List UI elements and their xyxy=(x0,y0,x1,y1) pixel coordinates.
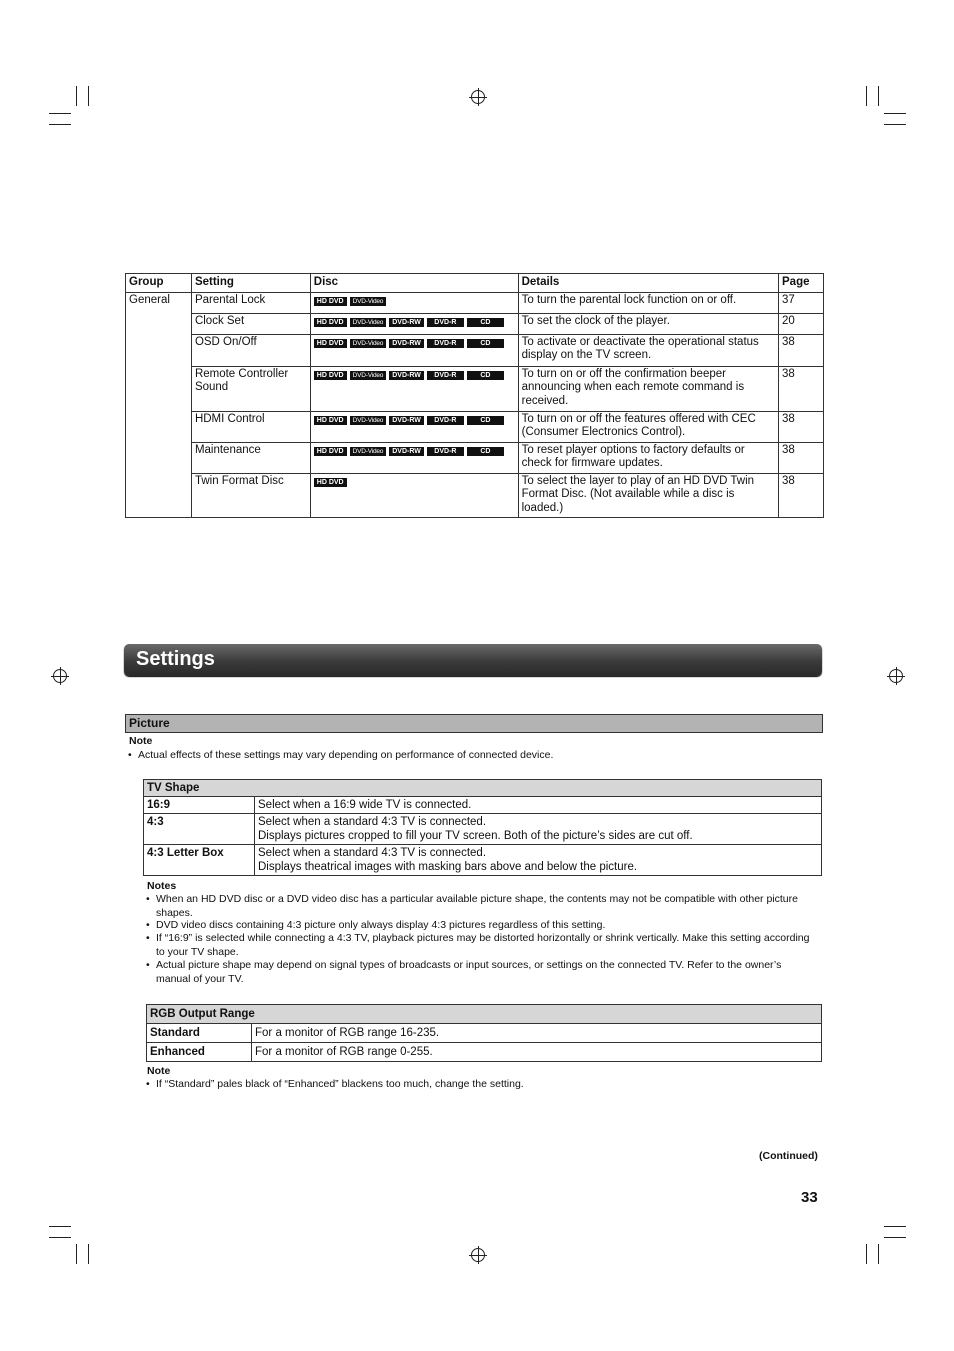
crop-mark xyxy=(49,124,71,125)
table-header-row xyxy=(126,274,824,293)
table-row xyxy=(126,334,824,366)
disc-badge-icon: DVD-Video xyxy=(350,297,387,306)
disc-cell xyxy=(310,334,518,366)
column-header-details: Details xyxy=(518,274,778,293)
section-title: Settings xyxy=(136,648,215,670)
setting-cell: Twin Format Disc xyxy=(191,473,310,518)
group-cell: General xyxy=(126,292,192,518)
details-cell: To turn on or off the features offered with CEC (Consumer Electronics Control). xyxy=(518,411,778,442)
disc-badge-icon: HD DVD xyxy=(314,478,347,487)
setting-cell: Remote Controller Sound xyxy=(191,366,310,411)
crop-mark xyxy=(884,113,906,114)
general-settings-table xyxy=(125,273,824,518)
disc-badge-icon: CD xyxy=(467,339,504,348)
disc-cell xyxy=(310,313,518,334)
disc-badge-icon: HD DVD xyxy=(314,447,347,456)
disc-badge-icon: DVD-RW xyxy=(389,371,424,380)
crop-mark xyxy=(884,1226,906,1227)
disc-badge-icon: DVD-R xyxy=(427,339,464,348)
crop-mark xyxy=(866,1244,867,1264)
table-row xyxy=(126,366,824,411)
disc-badge-icon: DVD-R xyxy=(427,447,464,456)
disc-badge-icon: HD DVD xyxy=(314,416,347,425)
registration-mark-icon xyxy=(53,669,67,683)
setting-cell: Maintenance xyxy=(191,442,310,473)
table-row xyxy=(144,814,822,845)
option-description: Select when a standard 4:3 TV is connected. Displays theatrical images with masking bars above and below the picture. xyxy=(255,845,822,876)
setting-cell: HDMI Control xyxy=(191,411,310,442)
disc-cell xyxy=(310,366,518,411)
page-cell: 37 xyxy=(779,292,824,313)
subsection-title: Picture xyxy=(129,716,170,730)
note-item: • When an HD DVD disc or a DVD video disc has a particular available picture shape, the contents may not be compatible with other picture shapes. xyxy=(146,893,816,920)
continued-label: (Continued) xyxy=(759,1150,818,1162)
crop-mark xyxy=(49,1237,71,1238)
note-item: • Actual picture shape may depend on signal types of broadcasts or input sources, or settings on the connected TV. Refer to the owner’s manual of your TV. xyxy=(146,959,816,986)
crop-mark xyxy=(878,1244,879,1264)
crop-mark xyxy=(76,1244,77,1264)
page-cell: 38 xyxy=(779,473,824,518)
crop-mark xyxy=(88,1244,89,1264)
setting-cell: Parental Lock xyxy=(191,292,310,313)
option-key: Standard xyxy=(147,1024,252,1043)
page-cell: 38 xyxy=(779,334,824,366)
column-header-page: Page xyxy=(779,274,824,293)
page-cell: 38 xyxy=(779,442,824,473)
table-row xyxy=(147,1024,822,1043)
disc-badge-icon: HD DVD xyxy=(314,371,347,380)
disc-badge-icon: DVD-RW xyxy=(389,318,424,327)
disc-cell xyxy=(310,473,518,518)
table-row xyxy=(126,411,824,442)
registration-mark-icon xyxy=(471,90,485,104)
column-header-disc: Disc xyxy=(310,274,518,293)
disc-badge-icon: DVD-Video xyxy=(350,339,387,348)
table-row xyxy=(126,442,824,473)
crop-mark xyxy=(884,124,906,125)
option-description: For a monitor of RGB range 0-255. xyxy=(252,1043,822,1062)
crop-mark xyxy=(49,1226,71,1227)
details-cell: To turn the parental lock function on or off. xyxy=(518,292,778,313)
tv-shape-table xyxy=(143,779,822,876)
disc-badge-icon: DVD-R xyxy=(427,416,464,425)
disc-badge-icon: DVD-Video xyxy=(350,318,387,327)
page-cell: 38 xyxy=(779,366,824,411)
details-cell: To reset player options to factory defaults or check for firmware updates. xyxy=(518,442,778,473)
option-key: 16:9 xyxy=(144,797,255,814)
crop-mark xyxy=(88,86,89,106)
disc-badge-icon: DVD-Video xyxy=(350,371,387,380)
table-row xyxy=(126,313,824,334)
details-cell: To set the clock of the player. xyxy=(518,313,778,334)
option-key: Enhanced xyxy=(147,1043,252,1062)
rgb-output-range-table xyxy=(146,1004,822,1062)
notes-heading: Notes xyxy=(147,880,177,892)
note-item: • DVD video discs containing 4:3 picture only always display 4:3 pictures regardless of this setting. xyxy=(146,919,816,933)
option-key: 4:3 xyxy=(144,814,255,845)
table-row xyxy=(144,845,822,876)
registration-mark-icon xyxy=(471,1248,485,1262)
disc-badge-icon: DVD-RW xyxy=(389,416,424,425)
disc-badge-icon: DVD-RW xyxy=(389,339,424,348)
setting-cell: OSD On/Off xyxy=(191,334,310,366)
crop-mark xyxy=(49,113,71,114)
setting-cell: Clock Set xyxy=(191,313,310,334)
disc-badge-icon: DVD-Video xyxy=(350,447,387,456)
option-description: Select when a 16:9 wide TV is connected. xyxy=(255,797,822,814)
disc-badge-icon: DVD-Video xyxy=(350,416,387,425)
page-number: 33 xyxy=(801,1189,818,1206)
disc-cell xyxy=(310,442,518,473)
page-cell: 20 xyxy=(779,313,824,334)
option-description: For a monitor of RGB range 16-235. xyxy=(252,1024,822,1043)
crop-mark xyxy=(884,1237,906,1238)
disc-badge-icon: HD DVD xyxy=(314,297,347,306)
disc-badge-icon: DVD-R xyxy=(427,371,464,380)
details-cell: To activate or deactivate the operational status display on the TV screen. xyxy=(518,334,778,366)
option-description: Select when a standard 4:3 TV is connected. Displays pictures cropped to fill your TV screen. Both of the picture’s sides are cut off. xyxy=(255,814,822,845)
rgb-range-title: RGB Output Range xyxy=(147,1005,822,1024)
note-text: • Actual effects of these settings may vary depending on performance of connected device. xyxy=(128,749,828,763)
option-key: 4:3 Letter Box xyxy=(144,845,255,876)
column-header-group: Group xyxy=(126,274,192,293)
disc-badge-icon: HD DVD xyxy=(314,339,347,348)
table-row xyxy=(144,797,822,814)
disc-cell xyxy=(310,411,518,442)
details-cell: To turn on or off the confirmation beeper announcing when each remote command is received. xyxy=(518,366,778,411)
details-cell: To select the layer to play of an HD DVD Twin Format Disc. (Not available while a disc is loaded.) xyxy=(518,473,778,518)
page-cell: 38 xyxy=(779,411,824,442)
disc-badge-icon: CD xyxy=(467,318,504,327)
crop-mark xyxy=(76,86,77,106)
disc-badge-icon: DVD-RW xyxy=(389,447,424,456)
disc-cell xyxy=(310,292,518,313)
disc-badge-icon: CD xyxy=(467,416,504,425)
note-item: • If “16:9” is selected while connecting a 4:3 TV, playback pictures may be distorted horizontally or shrink vertically. Make this setting according to your TV shape. xyxy=(146,932,816,959)
registration-mark-icon xyxy=(889,669,903,683)
column-header-setting: Setting xyxy=(191,274,310,293)
table-row xyxy=(126,292,824,313)
tv-shape-title: TV Shape xyxy=(144,780,822,797)
crop-mark xyxy=(878,86,879,106)
section-header-bar xyxy=(124,644,822,676)
note-heading: Note xyxy=(147,1065,171,1077)
table-row xyxy=(126,473,824,518)
note-heading: Note xyxy=(129,735,153,747)
crop-mark xyxy=(866,86,867,106)
disc-badge-icon: CD xyxy=(467,371,504,380)
subsection-header-bar xyxy=(125,714,823,733)
note-text: • If “Standard” pales black of “Enhanced” blackens too much, change the setting. xyxy=(146,1078,816,1092)
disc-badge-icon: CD xyxy=(467,447,504,456)
disc-badge-icon: HD DVD xyxy=(314,318,347,327)
disc-badge-icon: DVD-R xyxy=(427,318,464,327)
table-row xyxy=(147,1043,822,1062)
